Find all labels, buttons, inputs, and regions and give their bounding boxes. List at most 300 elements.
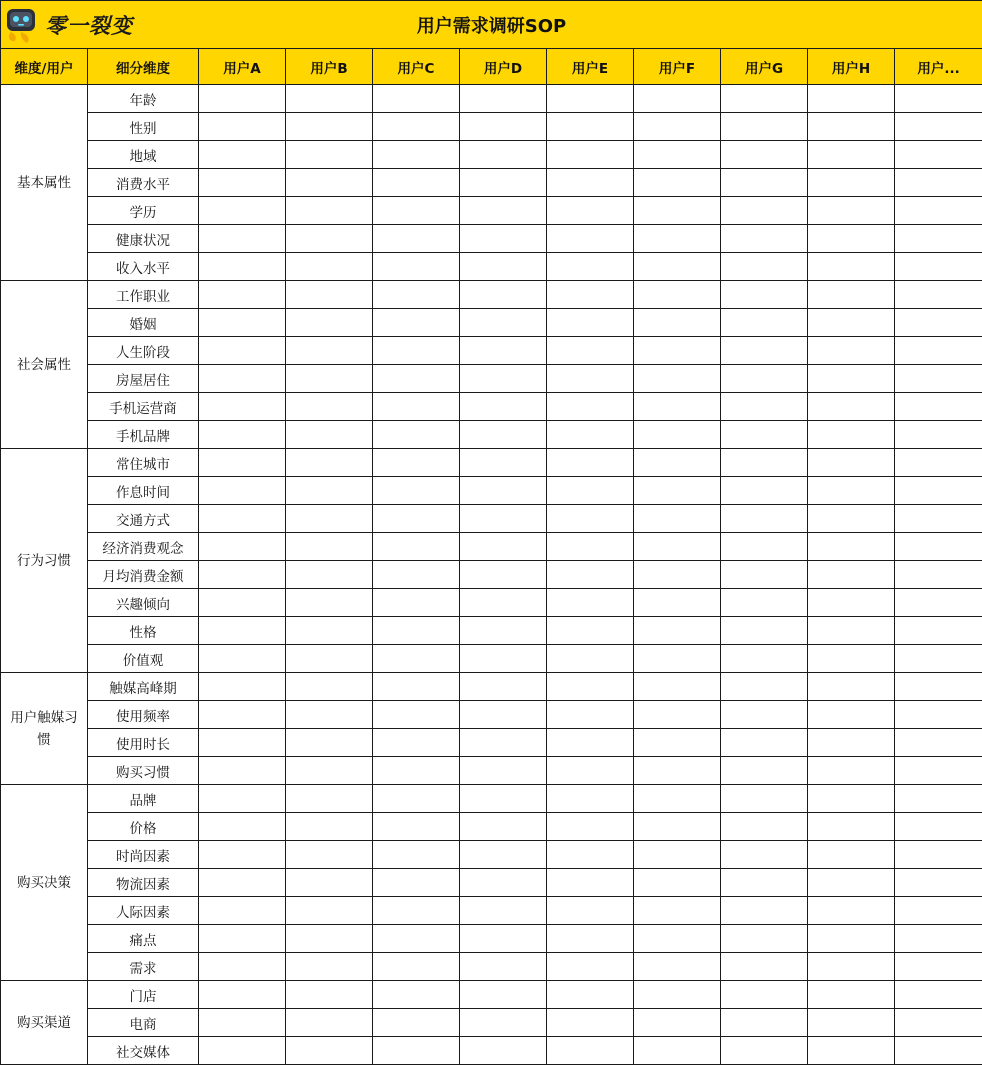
user-response-cell[interactable] (286, 1009, 373, 1037)
user-response-cell[interactable] (808, 85, 895, 113)
user-response-cell[interactable] (286, 1037, 373, 1065)
user-response-cell[interactable] (460, 897, 547, 925)
user-response-cell[interactable] (547, 225, 634, 253)
user-response-cell[interactable] (460, 533, 547, 561)
user-response-cell[interactable] (199, 337, 286, 365)
user-response-cell[interactable] (373, 589, 460, 617)
user-response-cell[interactable] (547, 673, 634, 701)
user-response-cell[interactable] (460, 169, 547, 197)
user-response-cell[interactable] (721, 589, 808, 617)
user-response-cell[interactable] (808, 953, 895, 981)
user-response-cell[interactable] (808, 673, 895, 701)
user-response-cell[interactable] (721, 925, 808, 953)
user-response-cell[interactable] (721, 449, 808, 477)
user-response-cell[interactable] (808, 197, 895, 225)
user-response-cell[interactable] (721, 393, 808, 421)
user-response-cell[interactable] (460, 981, 547, 1009)
user-response-cell[interactable] (286, 589, 373, 617)
user-response-cell[interactable] (460, 253, 547, 281)
user-response-cell[interactable] (460, 85, 547, 113)
user-response-cell[interactable] (895, 281, 982, 309)
user-response-cell[interactable] (286, 561, 373, 589)
user-response-cell[interactable] (808, 645, 895, 673)
user-response-cell[interactable] (721, 785, 808, 813)
user-response-cell[interactable] (286, 505, 373, 533)
user-response-cell[interactable] (547, 197, 634, 225)
user-response-cell[interactable] (634, 141, 721, 169)
user-response-cell[interactable] (199, 309, 286, 337)
user-response-cell[interactable] (199, 589, 286, 617)
user-response-cell[interactable] (199, 85, 286, 113)
user-response-cell[interactable] (634, 869, 721, 897)
user-response-cell[interactable] (547, 841, 634, 869)
user-response-cell[interactable] (634, 701, 721, 729)
user-response-cell[interactable] (634, 309, 721, 337)
user-response-cell[interactable] (199, 449, 286, 477)
user-response-cell[interactable] (634, 169, 721, 197)
user-response-cell[interactable] (721, 701, 808, 729)
user-response-cell[interactable] (721, 645, 808, 673)
user-response-cell[interactable] (373, 141, 460, 169)
user-response-cell[interactable] (634, 197, 721, 225)
user-response-cell[interactable] (460, 1037, 547, 1065)
user-response-cell[interactable] (373, 309, 460, 337)
user-response-cell[interactable] (286, 141, 373, 169)
user-response-cell[interactable] (286, 869, 373, 897)
user-response-cell[interactable] (721, 113, 808, 141)
user-response-cell[interactable] (460, 113, 547, 141)
user-response-cell[interactable] (808, 337, 895, 365)
user-response-cell[interactable] (808, 785, 895, 813)
user-response-cell[interactable] (895, 477, 982, 505)
user-response-cell[interactable] (460, 449, 547, 477)
user-response-cell[interactable] (634, 561, 721, 589)
user-response-cell[interactable] (373, 421, 460, 449)
user-response-cell[interactable] (460, 141, 547, 169)
user-response-cell[interactable] (895, 701, 982, 729)
user-response-cell[interactable] (373, 673, 460, 701)
user-response-cell[interactable] (895, 337, 982, 365)
user-response-cell[interactable] (199, 197, 286, 225)
user-response-cell[interactable] (373, 1009, 460, 1037)
user-response-cell[interactable] (808, 477, 895, 505)
user-response-cell[interactable] (547, 897, 634, 925)
user-response-cell[interactable] (547, 925, 634, 953)
user-response-cell[interactable] (460, 365, 547, 393)
user-response-cell[interactable] (634, 85, 721, 113)
user-response-cell[interactable] (373, 533, 460, 561)
user-response-cell[interactable] (373, 841, 460, 869)
user-response-cell[interactable] (808, 617, 895, 645)
user-response-cell[interactable] (547, 813, 634, 841)
user-response-cell[interactable] (808, 449, 895, 477)
user-response-cell[interactable] (460, 505, 547, 533)
user-response-cell[interactable] (895, 869, 982, 897)
user-response-cell[interactable] (373, 85, 460, 113)
user-response-cell[interactable] (895, 841, 982, 869)
user-response-cell[interactable] (199, 365, 286, 393)
user-response-cell[interactable] (634, 113, 721, 141)
user-response-cell[interactable] (199, 673, 286, 701)
user-response-cell[interactable] (286, 533, 373, 561)
user-response-cell[interactable] (460, 617, 547, 645)
user-response-cell[interactable] (460, 841, 547, 869)
user-response-cell[interactable] (286, 169, 373, 197)
user-response-cell[interactable] (460, 477, 547, 505)
user-response-cell[interactable] (373, 953, 460, 981)
user-response-cell[interactable] (895, 85, 982, 113)
user-response-cell[interactable] (547, 981, 634, 1009)
user-response-cell[interactable] (721, 337, 808, 365)
user-response-cell[interactable] (808, 225, 895, 253)
user-response-cell[interactable] (199, 953, 286, 981)
user-response-cell[interactable] (634, 1009, 721, 1037)
user-response-cell[interactable] (808, 421, 895, 449)
user-response-cell[interactable] (895, 981, 982, 1009)
user-response-cell[interactable] (634, 533, 721, 561)
user-response-cell[interactable] (808, 281, 895, 309)
user-response-cell[interactable] (808, 309, 895, 337)
user-response-cell[interactable] (547, 337, 634, 365)
user-response-cell[interactable] (286, 337, 373, 365)
user-response-cell[interactable] (373, 281, 460, 309)
user-response-cell[interactable] (808, 113, 895, 141)
user-response-cell[interactable] (721, 841, 808, 869)
user-response-cell[interactable] (634, 645, 721, 673)
user-response-cell[interactable] (547, 1037, 634, 1065)
user-response-cell[interactable] (721, 813, 808, 841)
user-response-cell[interactable] (808, 813, 895, 841)
user-response-cell[interactable] (808, 169, 895, 197)
user-response-cell[interactable] (634, 421, 721, 449)
user-response-cell[interactable] (721, 953, 808, 981)
user-response-cell[interactable] (199, 813, 286, 841)
user-response-cell[interactable] (721, 561, 808, 589)
user-response-cell[interactable] (199, 281, 286, 309)
user-response-cell[interactable] (808, 1037, 895, 1065)
user-response-cell[interactable] (199, 533, 286, 561)
user-response-cell[interactable] (373, 729, 460, 757)
user-response-cell[interactable] (460, 337, 547, 365)
user-response-cell[interactable] (373, 785, 460, 813)
user-response-cell[interactable] (286, 953, 373, 981)
user-response-cell[interactable] (895, 533, 982, 561)
user-response-cell[interactable] (721, 309, 808, 337)
user-response-cell[interactable] (199, 421, 286, 449)
user-response-cell[interactable] (721, 197, 808, 225)
user-response-cell[interactable] (373, 645, 460, 673)
user-response-cell[interactable] (373, 365, 460, 393)
user-response-cell[interactable] (895, 785, 982, 813)
user-response-cell[interactable] (634, 757, 721, 785)
user-response-cell[interactable] (634, 253, 721, 281)
user-response-cell[interactable] (895, 897, 982, 925)
user-response-cell[interactable] (373, 897, 460, 925)
user-response-cell[interactable] (373, 701, 460, 729)
user-response-cell[interactable] (199, 841, 286, 869)
user-response-cell[interactable] (547, 253, 634, 281)
user-response-cell[interactable] (547, 477, 634, 505)
user-response-cell[interactable] (634, 589, 721, 617)
user-response-cell[interactable] (286, 757, 373, 785)
user-response-cell[interactable] (895, 225, 982, 253)
user-response-cell[interactable] (721, 253, 808, 281)
user-response-cell[interactable] (634, 477, 721, 505)
user-response-cell[interactable] (808, 1009, 895, 1037)
user-response-cell[interactable] (547, 953, 634, 981)
user-response-cell[interactable] (547, 449, 634, 477)
user-response-cell[interactable] (721, 533, 808, 561)
user-response-cell[interactable] (199, 729, 286, 757)
user-response-cell[interactable] (808, 561, 895, 589)
user-response-cell[interactable] (634, 1037, 721, 1065)
user-response-cell[interactable] (460, 757, 547, 785)
user-response-cell[interactable] (895, 393, 982, 421)
user-response-cell[interactable] (808, 505, 895, 533)
user-response-cell[interactable] (199, 981, 286, 1009)
user-response-cell[interactable] (286, 477, 373, 505)
user-response-cell[interactable] (895, 645, 982, 673)
user-response-cell[interactable] (286, 309, 373, 337)
user-response-cell[interactable] (808, 925, 895, 953)
user-response-cell[interactable] (634, 225, 721, 253)
user-response-cell[interactable] (199, 141, 286, 169)
user-response-cell[interactable] (373, 225, 460, 253)
user-response-cell[interactable] (895, 309, 982, 337)
user-response-cell[interactable] (547, 393, 634, 421)
user-response-cell[interactable] (373, 393, 460, 421)
user-response-cell[interactable] (895, 757, 982, 785)
user-response-cell[interactable] (373, 981, 460, 1009)
user-response-cell[interactable] (199, 1009, 286, 1037)
user-response-cell[interactable] (634, 281, 721, 309)
user-response-cell[interactable] (721, 505, 808, 533)
user-response-cell[interactable] (547, 561, 634, 589)
user-response-cell[interactable] (895, 813, 982, 841)
user-response-cell[interactable] (460, 645, 547, 673)
user-response-cell[interactable] (634, 841, 721, 869)
user-response-cell[interactable] (721, 673, 808, 701)
user-response-cell[interactable] (721, 897, 808, 925)
user-response-cell[interactable] (721, 421, 808, 449)
user-response-cell[interactable] (286, 897, 373, 925)
user-response-cell[interactable] (373, 757, 460, 785)
user-response-cell[interactable] (634, 813, 721, 841)
user-response-cell[interactable] (199, 477, 286, 505)
user-response-cell[interactable] (895, 589, 982, 617)
user-response-cell[interactable] (286, 925, 373, 953)
user-response-cell[interactable] (808, 869, 895, 897)
user-response-cell[interactable] (808, 729, 895, 757)
user-response-cell[interactable] (373, 337, 460, 365)
user-response-cell[interactable] (199, 897, 286, 925)
user-response-cell[interactable] (199, 645, 286, 673)
user-response-cell[interactable] (634, 785, 721, 813)
user-response-cell[interactable] (721, 365, 808, 393)
user-response-cell[interactable] (634, 337, 721, 365)
user-response-cell[interactable] (547, 113, 634, 141)
user-response-cell[interactable] (286, 421, 373, 449)
user-response-cell[interactable] (808, 589, 895, 617)
user-response-cell[interactable] (721, 729, 808, 757)
user-response-cell[interactable] (895, 729, 982, 757)
user-response-cell[interactable] (286, 253, 373, 281)
user-response-cell[interactable] (634, 617, 721, 645)
user-response-cell[interactable] (547, 365, 634, 393)
user-response-cell[interactable] (460, 561, 547, 589)
user-response-cell[interactable] (721, 981, 808, 1009)
user-response-cell[interactable] (373, 869, 460, 897)
user-response-cell[interactable] (286, 729, 373, 757)
user-response-cell[interactable] (721, 225, 808, 253)
user-response-cell[interactable] (634, 729, 721, 757)
user-response-cell[interactable] (286, 645, 373, 673)
user-response-cell[interactable] (373, 477, 460, 505)
user-response-cell[interactable] (286, 981, 373, 1009)
user-response-cell[interactable] (808, 897, 895, 925)
user-response-cell[interactable] (286, 113, 373, 141)
user-response-cell[interactable] (199, 505, 286, 533)
user-response-cell[interactable] (286, 365, 373, 393)
user-response-cell[interactable] (808, 701, 895, 729)
user-response-cell[interactable] (373, 505, 460, 533)
user-response-cell[interactable] (199, 253, 286, 281)
user-response-cell[interactable] (808, 141, 895, 169)
user-response-cell[interactable] (373, 617, 460, 645)
user-response-cell[interactable] (373, 449, 460, 477)
user-response-cell[interactable] (373, 813, 460, 841)
user-response-cell[interactable] (634, 897, 721, 925)
user-response-cell[interactable] (460, 589, 547, 617)
user-response-cell[interactable] (895, 953, 982, 981)
user-response-cell[interactable] (634, 505, 721, 533)
user-response-cell[interactable] (199, 393, 286, 421)
user-response-cell[interactable] (286, 281, 373, 309)
user-response-cell[interactable] (547, 505, 634, 533)
user-response-cell[interactable] (808, 757, 895, 785)
user-response-cell[interactable] (286, 673, 373, 701)
user-response-cell[interactable] (460, 869, 547, 897)
user-response-cell[interactable] (634, 393, 721, 421)
user-response-cell[interactable] (547, 617, 634, 645)
user-response-cell[interactable] (634, 925, 721, 953)
user-response-cell[interactable] (373, 253, 460, 281)
user-response-cell[interactable] (895, 561, 982, 589)
user-response-cell[interactable] (547, 645, 634, 673)
user-response-cell[interactable] (547, 1009, 634, 1037)
user-response-cell[interactable] (547, 785, 634, 813)
user-response-cell[interactable] (547, 85, 634, 113)
user-response-cell[interactable] (895, 421, 982, 449)
user-response-cell[interactable] (895, 113, 982, 141)
user-response-cell[interactable] (373, 113, 460, 141)
user-response-cell[interactable] (721, 281, 808, 309)
user-response-cell[interactable] (634, 365, 721, 393)
user-response-cell[interactable] (721, 1037, 808, 1065)
user-response-cell[interactable] (808, 533, 895, 561)
user-response-cell[interactable] (547, 169, 634, 197)
user-response-cell[interactable] (721, 477, 808, 505)
user-response-cell[interactable] (895, 365, 982, 393)
user-response-cell[interactable] (547, 533, 634, 561)
user-response-cell[interactable] (460, 309, 547, 337)
user-response-cell[interactable] (895, 925, 982, 953)
user-response-cell[interactable] (286, 701, 373, 729)
user-response-cell[interactable] (460, 953, 547, 981)
user-response-cell[interactable] (547, 589, 634, 617)
user-response-cell[interactable] (286, 841, 373, 869)
user-response-cell[interactable] (547, 141, 634, 169)
user-response-cell[interactable] (199, 925, 286, 953)
user-response-cell[interactable] (895, 253, 982, 281)
user-response-cell[interactable] (895, 197, 982, 225)
user-response-cell[interactable] (547, 421, 634, 449)
user-response-cell[interactable] (895, 505, 982, 533)
user-response-cell[interactable] (547, 309, 634, 337)
user-response-cell[interactable] (286, 225, 373, 253)
user-response-cell[interactable] (460, 225, 547, 253)
user-response-cell[interactable] (373, 197, 460, 225)
user-response-cell[interactable] (286, 617, 373, 645)
user-response-cell[interactable] (895, 617, 982, 645)
user-response-cell[interactable] (199, 113, 286, 141)
user-response-cell[interactable] (460, 421, 547, 449)
user-response-cell[interactable] (199, 757, 286, 785)
user-response-cell[interactable] (721, 869, 808, 897)
user-response-cell[interactable] (634, 953, 721, 981)
user-response-cell[interactable] (199, 561, 286, 589)
user-response-cell[interactable] (199, 869, 286, 897)
user-response-cell[interactable] (460, 785, 547, 813)
user-response-cell[interactable] (460, 281, 547, 309)
user-response-cell[interactable] (286, 393, 373, 421)
user-response-cell[interactable] (895, 169, 982, 197)
user-response-cell[interactable] (373, 561, 460, 589)
user-response-cell[interactable] (199, 701, 286, 729)
user-response-cell[interactable] (286, 813, 373, 841)
user-response-cell[interactable] (634, 449, 721, 477)
user-response-cell[interactable] (199, 1037, 286, 1065)
user-response-cell[interactable] (895, 1037, 982, 1065)
user-response-cell[interactable] (460, 925, 547, 953)
user-response-cell[interactable] (808, 253, 895, 281)
user-response-cell[interactable] (808, 393, 895, 421)
user-response-cell[interactable] (373, 169, 460, 197)
user-response-cell[interactable] (547, 729, 634, 757)
user-response-cell[interactable] (373, 925, 460, 953)
user-response-cell[interactable] (547, 701, 634, 729)
user-response-cell[interactable] (460, 197, 547, 225)
user-response-cell[interactable] (895, 141, 982, 169)
user-response-cell[interactable] (895, 673, 982, 701)
user-response-cell[interactable] (373, 1037, 460, 1065)
user-response-cell[interactable] (286, 785, 373, 813)
user-response-cell[interactable] (286, 85, 373, 113)
user-response-cell[interactable] (460, 729, 547, 757)
user-response-cell[interactable] (634, 673, 721, 701)
user-response-cell[interactable] (895, 1009, 982, 1037)
user-response-cell[interactable] (460, 813, 547, 841)
user-response-cell[interactable] (721, 169, 808, 197)
user-response-cell[interactable] (721, 141, 808, 169)
user-response-cell[interactable] (460, 1009, 547, 1037)
user-response-cell[interactable] (199, 225, 286, 253)
user-response-cell[interactable] (808, 841, 895, 869)
user-response-cell[interactable] (547, 281, 634, 309)
user-response-cell[interactable] (547, 757, 634, 785)
user-response-cell[interactable] (721, 1009, 808, 1037)
user-response-cell[interactable] (721, 85, 808, 113)
